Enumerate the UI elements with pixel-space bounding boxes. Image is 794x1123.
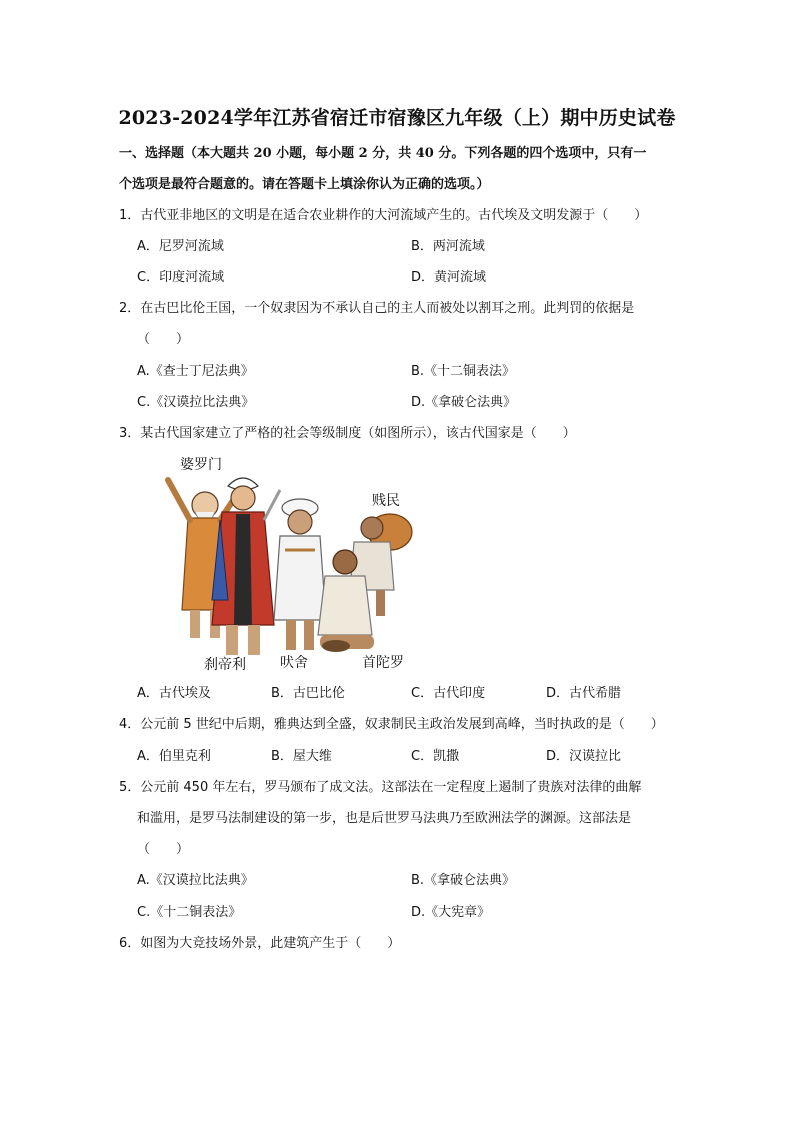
question-2-option-c: C.《汉谟拉比法典》	[137, 395, 255, 410]
question-1-option-b: B．两河流域	[411, 239, 485, 254]
question-6-stem: 6．如图为大竞技场外景，此建筑产生于（ ）	[119, 936, 401, 951]
question-4-stem: 4．公元前 5 世纪中后期，雅典达到全盛，奴隶制民主政治发展到高峰，当时执政的是（ ）	[119, 717, 664, 732]
kshatriya-figure	[212, 478, 280, 655]
question-5-stem-line-2: 和滥用，是罗马法制建设的第一步，也是后世罗马法典乃至欧洲法学的渊源。这部法是	[137, 811, 632, 826]
question-1-option-a: A．尼罗河流域	[137, 239, 224, 254]
question-3-stem: 3．某古代国家建立了严格的社会等级制度（如图所示），该古代国家是（ ）	[119, 426, 576, 441]
page-title: 2023-2024学年江苏省宿迁市宿豫区九年级（上）期中历史试卷	[118, 107, 676, 129]
question-4-option-a: A．伯里克利	[137, 749, 211, 764]
question-1-option-c: C．印度河流域	[137, 270, 225, 285]
label-brahmin: 婆罗门	[180, 457, 222, 473]
question-5-option-a: A.《汉谟拉比法典》	[137, 873, 254, 888]
caste-illustration	[140, 450, 425, 675]
question-3-option-d: D．古代希腊	[546, 686, 622, 701]
section-heading-line-2: 个选项是最符合题意的。请在答题卡上填涂你认为正确的选项。）	[119, 177, 490, 192]
question-5-stem-line-1: 5．公元前 450 年左右，罗马颁布了成文法。这部法在一定程度上遏制了贵族对法律的曲解	[119, 780, 642, 795]
vaishya-figure	[274, 499, 326, 650]
question-2-option-d: D.《拿破仑法典》	[411, 395, 517, 410]
question-5-option-d: D.《大宪章》	[411, 905, 491, 920]
label-kshatriya: 刹帝利	[204, 657, 246, 673]
label-vaishya: 吠舍	[280, 655, 308, 671]
question-1-stem: 1．古代亚非地区的文明是在适合农业耕作的大河流域产生的。古代埃及文明发源于（ ）	[119, 208, 648, 223]
section-heading-line-1: 一、选择题（本大题共 20 小题，每小题 2 分，共 40 分。下列各题的四个选项中，只有一	[119, 146, 647, 161]
question-3-option-c: C．古代印度	[411, 686, 486, 701]
question-2-stem-line-1: 2．在古巴比伦王国，一个奴隶因为不承认自己的主人而被处以割耳之刑。此判罚的依据是	[119, 301, 635, 316]
question-4-option-d: D．汉谟拉比	[546, 749, 622, 764]
question-4-option-b: B．屋大维	[271, 749, 332, 764]
question-1-option-d: D．黄河流域	[411, 270, 487, 285]
question-2-option-a: A.《查士丁尼法典》	[137, 364, 254, 379]
caste-figures-drawing	[140, 450, 425, 675]
question-4-option-c: C．凯撒	[411, 749, 460, 764]
question-2-stem-line-2: （ ）	[137, 332, 190, 347]
question-5-option-b: B.《拿破仑法典》	[411, 873, 516, 888]
question-5-stem-line-3: （ ）	[137, 842, 190, 857]
question-2-option-b: B.《十二铜表法》	[411, 364, 516, 379]
question-5-option-c: C.《十二铜表法》	[137, 905, 242, 920]
question-3-option-b: B．古巴比伦	[271, 686, 345, 701]
label-dalit: 贱民	[372, 493, 400, 509]
section-heading	[119, 138, 679, 200]
question-3-option-a: A．古代埃及	[137, 686, 211, 701]
label-shudra: 首陀罗	[362, 655, 404, 671]
